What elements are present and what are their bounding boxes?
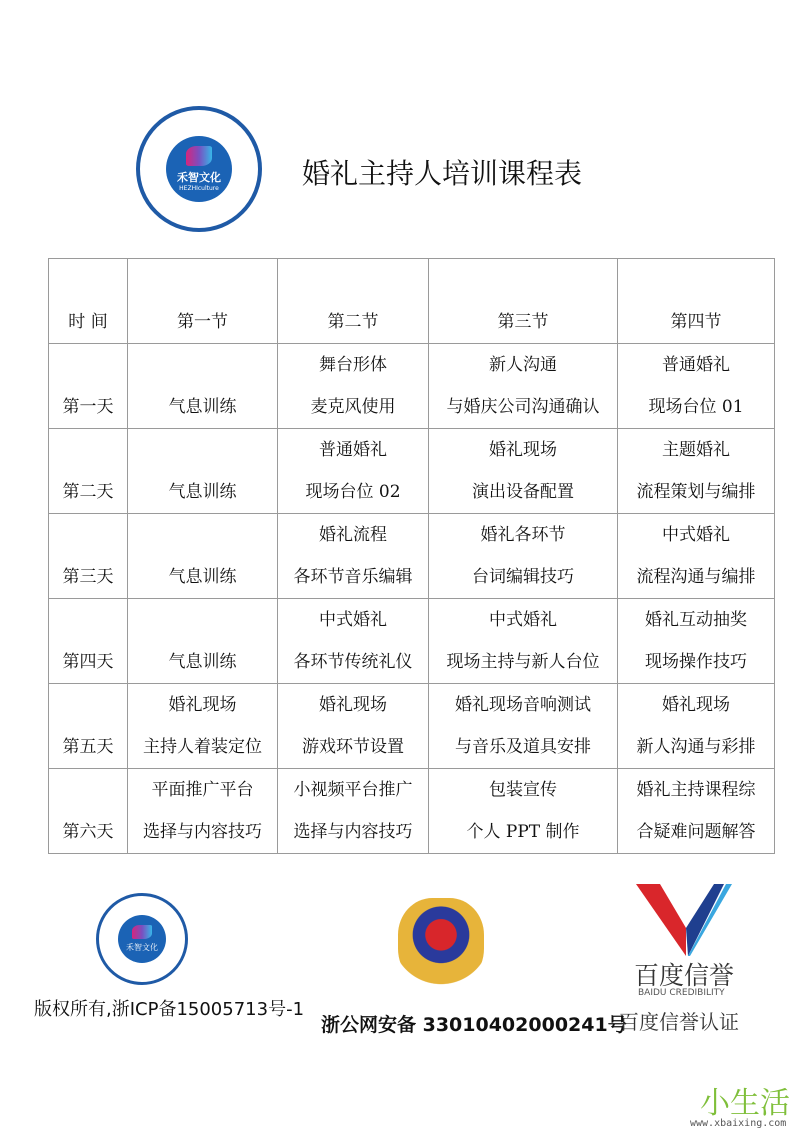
day-label: 第二天 xyxy=(62,482,114,502)
session-cell xyxy=(128,344,278,429)
header-label: 第一节 xyxy=(177,312,228,332)
session-cell xyxy=(429,684,618,769)
day-cell xyxy=(49,769,128,854)
session-cell xyxy=(429,514,618,599)
session-cell xyxy=(429,599,618,684)
session-line: 婚礼现场 xyxy=(168,695,237,715)
session-line: 舞台形体 xyxy=(319,355,387,375)
session-line: 各环节传统礼仪 xyxy=(293,652,413,672)
session-line: 普通婚礼 xyxy=(319,440,387,460)
session-cell xyxy=(278,599,429,684)
session-line: 气息训练 xyxy=(168,567,237,587)
day-label: 第三天 xyxy=(62,567,114,587)
session-line: 台词编辑技巧 xyxy=(472,567,574,587)
baidu-en: BAIDU CREDIBILITY xyxy=(638,988,725,998)
session-cell xyxy=(618,769,775,854)
session-line: 现场台位 02 xyxy=(305,482,401,502)
course-table xyxy=(48,258,775,854)
session-cell xyxy=(128,684,278,769)
header-label: 第二节 xyxy=(327,312,379,332)
session-cell xyxy=(128,429,278,514)
session-line: 平面推广平台 xyxy=(151,780,254,800)
police-emblem-icon xyxy=(398,898,484,990)
day-cell xyxy=(49,429,128,514)
header-cell xyxy=(278,259,429,344)
session-cell xyxy=(429,344,618,429)
session-line: 选择与内容技巧 xyxy=(143,822,262,842)
session-cell xyxy=(278,514,429,599)
session-line: 现场台位 01 xyxy=(648,397,744,417)
baidu-cn: 百度信誉 xyxy=(634,961,735,990)
watermark: 小生活 xyxy=(700,1086,790,1121)
session-line: 普通婚礼 xyxy=(662,355,730,375)
session-line: 新人沟通 xyxy=(489,355,557,375)
copyright-text: 版权所有,浙ICP备15005713号-1 xyxy=(34,999,305,1020)
session-line xyxy=(128,344,277,386)
session-line: 主持人着装定位 xyxy=(143,737,262,757)
session-cell xyxy=(618,514,775,599)
baidu-v-icon xyxy=(636,884,736,956)
header-label: 第四节 xyxy=(670,312,722,332)
session-line: 与音乐及道具安排 xyxy=(455,737,591,757)
table-row xyxy=(49,684,775,769)
session-line: 气息训练 xyxy=(168,482,237,502)
day-label: 第一天 xyxy=(62,397,114,417)
header-label: 时 间 xyxy=(68,312,108,332)
session-line: 麦克风使用 xyxy=(310,397,396,417)
table-row xyxy=(49,344,775,429)
session-line: 婚礼现场 xyxy=(319,695,387,715)
session-line: 演出设备配置 xyxy=(472,482,574,502)
table-row xyxy=(49,514,775,599)
session-line: 婚礼互动抽奖 xyxy=(645,610,747,630)
session-line: 气息训练 xyxy=(168,652,237,672)
session-cell xyxy=(618,429,775,514)
day-label: 第五天 xyxy=(62,737,114,757)
session-line: 中式婚礼 xyxy=(319,610,387,630)
day-cell xyxy=(49,684,128,769)
session-cell xyxy=(278,344,429,429)
session-line: 游戏环节设置 xyxy=(302,737,404,757)
header-cell xyxy=(429,259,618,344)
header-label: 第三节 xyxy=(497,312,549,332)
header-cell xyxy=(618,259,775,344)
session-line: 婚礼主持课程综 xyxy=(636,780,756,800)
session-line: 婚礼现场 xyxy=(662,695,730,715)
session-line: 婚礼现场音响测试 xyxy=(455,695,591,715)
header-cell xyxy=(49,259,128,344)
session-line: 小视频平台推广 xyxy=(293,780,413,800)
page-title: 婚礼主持人培训课程表 xyxy=(302,157,583,190)
session-line: 婚礼各环节 xyxy=(480,525,566,545)
session-cell xyxy=(128,599,278,684)
baidu-cert: 百度信誉认证 xyxy=(619,1010,739,1034)
logo-mark-icon xyxy=(186,146,212,166)
session-line: 包装宣传 xyxy=(489,780,557,800)
session-cell xyxy=(618,344,775,429)
session-line: 新人沟通与彩排 xyxy=(636,737,756,757)
session-cell xyxy=(278,769,429,854)
session-cell xyxy=(429,429,618,514)
day-cell xyxy=(49,599,128,684)
hezhi-logo-footer: 禾智文化 xyxy=(96,893,188,985)
session-line: 合疑难问题解答 xyxy=(636,822,756,842)
session-cell xyxy=(278,684,429,769)
session-line: 气息训练 xyxy=(168,397,237,417)
session-line: 流程策划与编排 xyxy=(636,482,756,502)
session-cell xyxy=(128,769,278,854)
session-line xyxy=(128,429,277,471)
session-line: 与婚庆公司沟通确认 xyxy=(446,397,600,417)
police-record-text: 浙公网安备 33010402000241号 xyxy=(321,1014,627,1036)
session-line: 选择与内容技巧 xyxy=(293,822,413,842)
session-line: 中式婚礼 xyxy=(662,525,730,545)
session-line: 主题婚礼 xyxy=(662,440,730,460)
table-row xyxy=(49,769,775,854)
session-cell xyxy=(618,599,775,684)
session-line: 现场主持与新人台位 xyxy=(446,652,600,672)
day-label: 第四天 xyxy=(62,652,114,672)
session-line: 中式婚礼 xyxy=(489,610,557,630)
table-row xyxy=(49,599,775,684)
session-line: 现场操作技巧 xyxy=(645,652,747,672)
session-line xyxy=(128,599,277,641)
session-line: 婚礼现场 xyxy=(489,440,557,460)
session-line: 个人 PPT 制作 xyxy=(466,822,580,842)
session-cell xyxy=(278,429,429,514)
day-cell xyxy=(49,514,128,599)
session-cell xyxy=(128,514,278,599)
session-line: 流程沟通与编排 xyxy=(636,567,756,587)
session-line xyxy=(128,514,277,556)
session-line: 各环节音乐编辑 xyxy=(293,567,413,587)
table-row xyxy=(49,429,775,514)
session-cell xyxy=(429,769,618,854)
watermark-url: www.xbaixing.com xyxy=(690,1118,787,1129)
day-cell xyxy=(49,344,128,429)
header-cell xyxy=(128,259,278,344)
day-label: 第六天 xyxy=(62,822,114,842)
session-line: 婚礼流程 xyxy=(319,525,387,545)
hezhi-logo: 禾智文化 HEZHIculture xyxy=(136,106,262,232)
session-cell xyxy=(618,684,775,769)
